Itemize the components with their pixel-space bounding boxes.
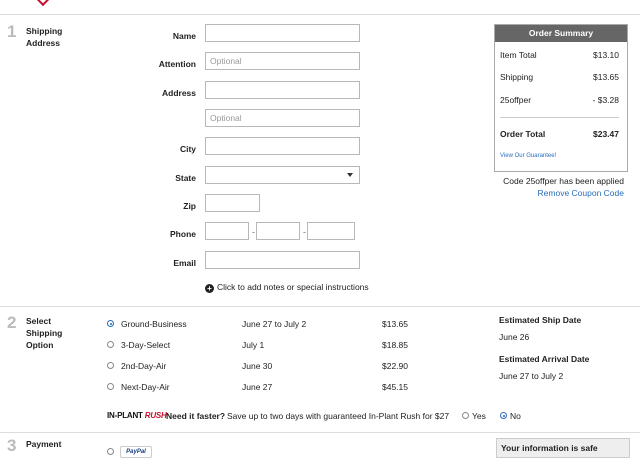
phone-separator: -: [252, 227, 255, 237]
summary-row-shipping: [500, 72, 619, 82]
state-label: State: [175, 173, 196, 183]
paypal-logo: PayPal: [120, 446, 152, 458]
phone-area-input[interactable]: [205, 222, 249, 240]
step-title-shipping-address: [26, 25, 62, 49]
shipping-option-name: 3-Day-Select: [121, 340, 171, 350]
step-number-3: 3: [7, 436, 17, 455]
estimated-ship-value: June 26: [499, 332, 530, 342]
attention-input[interactable]: Optional: [205, 52, 360, 70]
phone-line-input[interactable]: [307, 222, 355, 240]
brand-logo-icon[interactable]: [36, 0, 50, 6]
top-header: [0, 0, 640, 15]
step-title-shipping-option: [26, 315, 62, 351]
summary-divider: [500, 117, 619, 118]
email-input[interactable]: [205, 251, 360, 269]
shipping-option-dates: June 30: [242, 361, 273, 371]
estimated-arrival-label: Estimated Arrival Date: [499, 354, 590, 364]
rush-description: Save up to two days with guaranteed In-Plant Rush for $27: [227, 411, 450, 421]
shipping-option-price: $22.90: [382, 361, 408, 371]
zip-label: Zip: [183, 201, 196, 211]
view-guarantee-link[interactable]: View Our Guarantee!: [500, 153, 557, 159]
zip-input[interactable]: [205, 194, 260, 212]
add-notes-label: Click to add notes or special instructions: [217, 282, 369, 292]
rush-no-label[interactable]: No: [510, 411, 521, 421]
state-select[interactable]: [205, 166, 360, 184]
phone-separator: -: [303, 227, 306, 237]
shipping-option-name: 2nd-Day-Air: [121, 361, 167, 371]
rush-logo-prefix: IN-PLANT: [107, 411, 145, 420]
step-title-line: Shipping: [26, 328, 63, 338]
email-label: Email: [173, 258, 196, 268]
attention-label: Attention: [158, 59, 196, 69]
shipping-radio-next-day[interactable]: [107, 383, 114, 390]
summary-label: 25offper: [500, 95, 532, 105]
summary-row-order-total: [500, 129, 619, 139]
summary-total-label: Order Total: [500, 129, 546, 139]
remove-coupon-link[interactable]: Remove Coupon Code: [537, 188, 624, 198]
shipping-option-name: Ground-Business: [121, 319, 187, 329]
shipping-radio-2day[interactable]: [107, 362, 114, 369]
rush-no-radio[interactable]: [500, 412, 507, 419]
estimated-arrival-value: June 27 to July 2: [499, 371, 564, 381]
shipping-option-price: $13.65: [382, 319, 408, 329]
rush-yes-label[interactable]: Yes: [472, 411, 486, 421]
shipping-option-price: $45.15: [382, 382, 408, 392]
shipping-radio-3day[interactable]: [107, 341, 114, 348]
estimated-ship-label: Estimated Ship Date: [499, 315, 582, 325]
add-notes-link[interactable]: [205, 282, 369, 293]
plus-circle-icon: +: [205, 284, 214, 293]
order-summary-title: Order Summary: [495, 25, 627, 42]
summary-label: Shipping: [500, 72, 534, 82]
rush-question: Need it faster?: [166, 411, 226, 421]
in-plant-rush-logo: [107, 411, 167, 420]
shipping-radio-ground[interactable]: [107, 320, 114, 327]
order-summary-panel: [494, 24, 628, 172]
section-divider: [0, 432, 640, 433]
step-title-line: Select: [26, 316, 52, 326]
address-line2-input[interactable]: Optional: [205, 109, 360, 127]
step-number-2: 2: [7, 313, 17, 332]
shipping-option-dates: June 27 to July 2: [242, 319, 307, 329]
shipping-option-name: Next-Day-Air: [121, 382, 170, 392]
shipping-option-price: $18.85: [382, 340, 408, 350]
summary-label: Item Total: [500, 50, 537, 60]
step-title-line: Address: [26, 38, 61, 48]
section-divider: [0, 306, 640, 307]
rush-yes-radio[interactable]: [462, 412, 469, 419]
phone-label: Phone: [170, 229, 196, 239]
step-title-line: Shipping: [26, 26, 63, 36]
summary-value: $13.65: [593, 72, 619, 82]
name-input[interactable]: [205, 24, 360, 42]
summary-row-item-total: [500, 50, 619, 60]
step-title-payment: Payment: [26, 439, 62, 449]
shipping-option-dates: July 1: [242, 340, 265, 350]
summary-total-value: $23.47: [593, 129, 619, 139]
name-label: Name: [172, 31, 196, 41]
city-label: City: [179, 144, 196, 154]
summary-value: $13.10: [593, 50, 619, 60]
address-label: Address: [161, 88, 196, 98]
summary-row-coupon: [500, 95, 619, 105]
phone-prefix-input[interactable]: [256, 222, 300, 240]
summary-value: - $3.28: [592, 95, 619, 105]
city-input[interactable]: [205, 137, 360, 155]
rush-logo-rush: RUSH: [144, 411, 167, 420]
step-title-line: Option: [26, 340, 54, 350]
info-safe-box: Your information is safe: [496, 438, 630, 458]
coupon-applied-message: Code 25offper has been applied: [503, 176, 624, 186]
step-number-1: 1: [7, 22, 17, 41]
shipping-option-dates: June 27: [242, 382, 273, 392]
chevron-down-icon: [347, 173, 353, 177]
address-line1-input[interactable]: [205, 81, 360, 99]
